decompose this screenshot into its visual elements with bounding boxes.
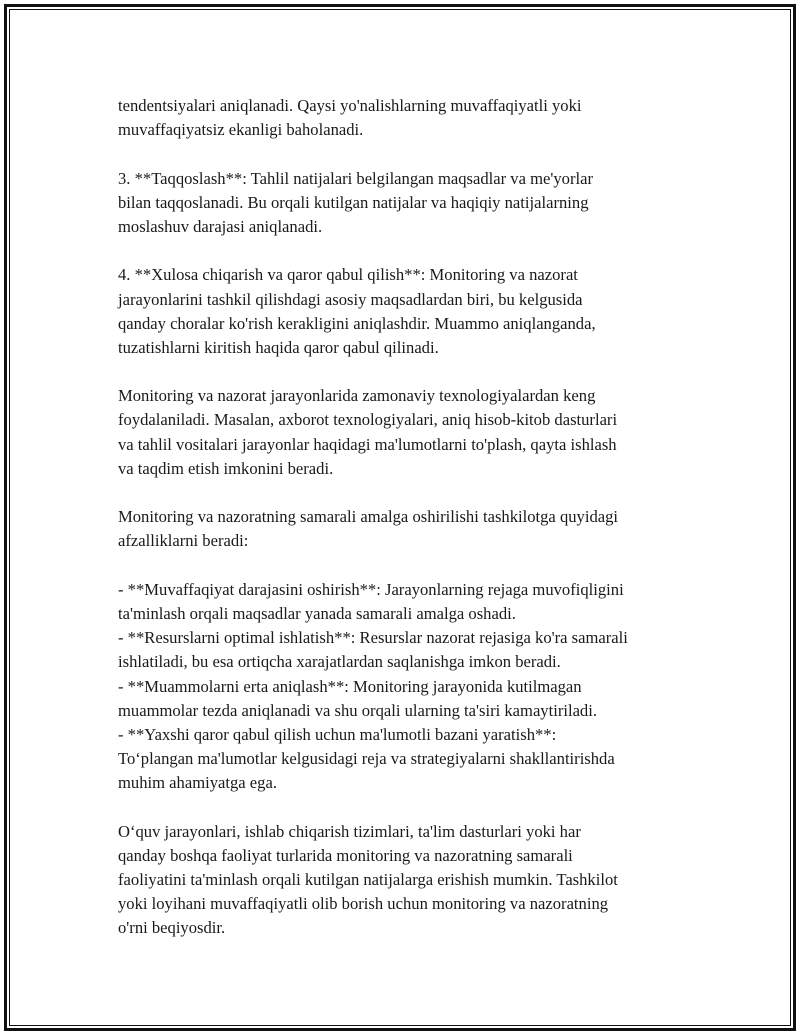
text-line: - **Muammolarni erta aniqlash**: Monitoring jarayonida kutilmagan (118, 676, 582, 696)
text-line: - **Yaxshi qaror qabul qilish uchun ma'lumotli bazani yaratish**: (118, 724, 557, 744)
text-line: - **Muvaffaqiyat darajasini oshirish**: Jarayonlarning rejaga muvofiqligini (118, 579, 624, 599)
text-line: Monitoring va nazorat jarayonlarida zamonaviy texnologiyalardan keng (118, 386, 596, 406)
text-line: ta'minlash orqali maqsadlar yanada samarali amalga oshadi. (118, 603, 516, 623)
text-line: faoliyatini ta'minlash orqali kutilgan natijalarga erishish mumkin. Tashkilot (118, 870, 618, 889)
text-line: qanday boshqa faoliyat turlarida monitoring va nazoratning samarali (118, 845, 573, 865)
text-line: ishlatiladi, bu esa ortiqcha xarajatlardan saqlanishga imkon beradi. (118, 652, 561, 672)
paragraph-p4 (118, 384, 708, 481)
paragraph-p7 (118, 820, 708, 941)
document-body (118, 94, 708, 941)
text-line: foydalaniladi. Masalan, axborot texnologiyalari, aniq hisob-kitob dasturlari (118, 410, 618, 430)
paragraph-gap (118, 554, 708, 578)
paragraph-gap (118, 239, 708, 263)
paragraph-p1 (118, 94, 708, 142)
text-line: To‘plangan ma'lumotlar kelgusidagi reja va strategiyalarni shakllantirishda (118, 749, 615, 769)
text-line: moslashuv darajasi aniqlanadi. (118, 216, 323, 236)
paragraph-p2 (118, 167, 708, 240)
text-line: o'rni beqiyosdir. (118, 918, 226, 938)
paragraph-gap (118, 360, 708, 384)
paragraph-p3 (118, 263, 708, 360)
text-line: 4. **Xulosa chiqarish va qaror qabul qilish**: Monitoring va nazorat (118, 265, 578, 285)
text-line: yoki loyihani muvaffaqiyatli olib borish uchun monitoring va nazoratning (118, 894, 609, 914)
text-line: Monitoring va nazoratning samarali amalga oshirilishi tashkilotga quyidagi (118, 507, 619, 527)
text-line: muammolar tezda aniqlanadi va shu orqali ularning ta'siri kamaytiriladi. (118, 700, 597, 720)
text-line: afzalliklarni beradi: (118, 531, 249, 551)
text-line: va tahlil vositalari jarayonlar haqidagi ma'lumotlarni to'plash, qayta ishlash (118, 434, 617, 454)
text-line: jarayonlarini tashkil qilishdagi asosiy maqsadlardan biri, bu kelgusida (118, 289, 583, 309)
text-line: tendentsiyalari aniqlanadi. Qaysi yo'nalishlarning muvaffaqiyatli yoki (118, 96, 582, 115)
text-line: va taqdim etish imkonini beradi. (118, 458, 334, 478)
text-line: O‘quv jarayonlari, ishlab chiqarish tizimlari, ta'lim dasturlari yoki har (118, 821, 581, 841)
paragraph-gap (118, 142, 708, 166)
text-line: muvaffaqiyatsiz ekanligi baholanadi. (118, 120, 364, 140)
text-line: bilan taqqoslanadi. Bu orqali kutilgan natijalar va haqiqiy natijalarning (118, 192, 589, 212)
text-line: muhim ahamiyatga ega. (118, 773, 277, 793)
text-line: tuzatishlarni kiritish haqida qaror qabul qilinadi. (118, 337, 439, 357)
paragraph-gap (118, 481, 708, 505)
text-line: qanday choralar ko'rish kerakligini aniqlashdir. Muammo aniqlanganda, (118, 313, 596, 333)
paragraph-gap (118, 795, 708, 819)
text-line: - **Resurslarni optimal ishlatish**: Resurslar nazorat rejasiga ko'ra samarali (118, 628, 628, 648)
text-line: 3. **Taqqoslash**: Tahlil natijalari belgilangan maqsadlar va me'yorlar (118, 168, 593, 188)
paragraph-p6 (118, 578, 708, 796)
paragraph-p5 (118, 505, 708, 553)
